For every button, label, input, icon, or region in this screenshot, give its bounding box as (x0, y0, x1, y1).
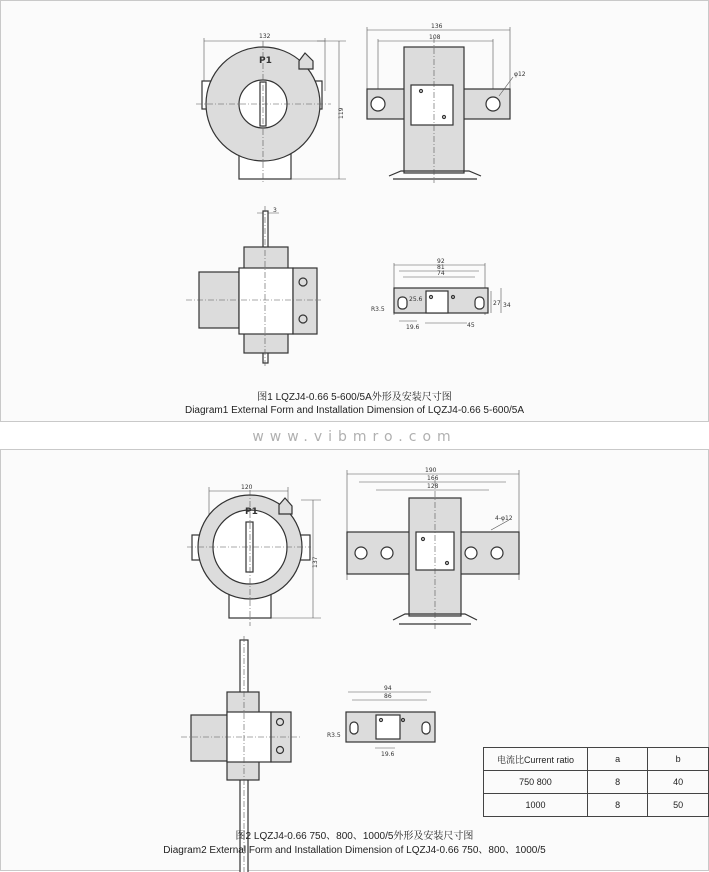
diagram-1-panel (0, 0, 709, 422)
top-view-1 (186, 206, 321, 366)
base-right-dim-2: 34 (503, 302, 511, 309)
diagram-1-drawing (1, 1, 709, 423)
current-ratio-table (483, 747, 709, 817)
diagram-1-caption-en: Diagram1 External Form and Installation Dimension of LQZJ4-0.66 5-600/5A (184, 405, 525, 416)
base-dim-2: 81 (437, 264, 445, 271)
table-row (484, 794, 709, 817)
cell-a: 8 (587, 771, 647, 794)
side-inner-dim: 108 (429, 34, 441, 41)
base-bottom-dim-1: 19.6 (406, 324, 420, 331)
table-header-row (484, 748, 709, 771)
front-marking: P1 (259, 56, 272, 66)
cell-b: 50 (648, 794, 709, 817)
side-view-2 (347, 467, 519, 630)
watermark: www.vibmro.com (252, 429, 457, 445)
base-slot-dim: 25.6 (409, 296, 423, 303)
diagram-2-caption-cn: 图2 LQZJ4-0.66 750、800、1000/5外形及安装尺寸图 (235, 831, 474, 842)
front-marking-2: P1 (245, 507, 258, 517)
diagram-2-caption-en: Diagram2 External Form and Installation Dimension of LQZJ4-0.66 750、800、1000/5 (163, 845, 546, 856)
side-inner-dim-2: 166 (427, 475, 439, 482)
base2-dim-2: 86 (384, 693, 392, 700)
cell-a: 8 (587, 794, 647, 817)
base-bottom-dim-2: 45 (467, 322, 475, 329)
side-hole-dim: φ12 (514, 71, 526, 78)
base-dim-3: 74 (437, 270, 445, 277)
front-view-2 (187, 484, 321, 626)
base2-dim-1: 94 (384, 685, 392, 692)
cell-b: 40 (648, 771, 709, 794)
header-b: b (648, 748, 709, 771)
table-row (484, 771, 709, 794)
diagram-1-caption-cn: 图1 LQZJ4-0.66 5-600/5A外形及安装尺寸图 (257, 392, 452, 403)
front-height-dim-2: 137 (312, 556, 319, 568)
base-radius: R3.5 (371, 306, 385, 313)
cell-ratio: 1000 (484, 794, 588, 817)
side-view-1 (367, 23, 526, 183)
side-hole-dim-2: 4-φ12 (495, 515, 513, 522)
side-overall-dim-2: 190 (425, 467, 437, 474)
side-overall-dim: 136 (431, 23, 443, 30)
front-height-dim: 119 (338, 107, 345, 119)
front-width-dim-2: 120 (241, 484, 253, 491)
base-right-dim-1: 27 (493, 300, 501, 307)
header-current-ratio: 电流比Current ratio (484, 748, 588, 771)
side-core-dim-2: 128 (427, 483, 439, 490)
top-thickness-dim: 3 (273, 207, 277, 214)
front-view-1 (196, 33, 346, 183)
base2-bottom-dim: 19.6 (381, 751, 395, 758)
base2-radius: R3.5 (327, 732, 341, 739)
base-view-2 (327, 685, 435, 758)
base-dim-1: 92 (437, 258, 445, 265)
cell-ratio: 750 800 (484, 771, 588, 794)
base-view-1 (371, 258, 511, 331)
front-width-dim: 132 (259, 33, 271, 40)
header-a: a (587, 748, 647, 771)
